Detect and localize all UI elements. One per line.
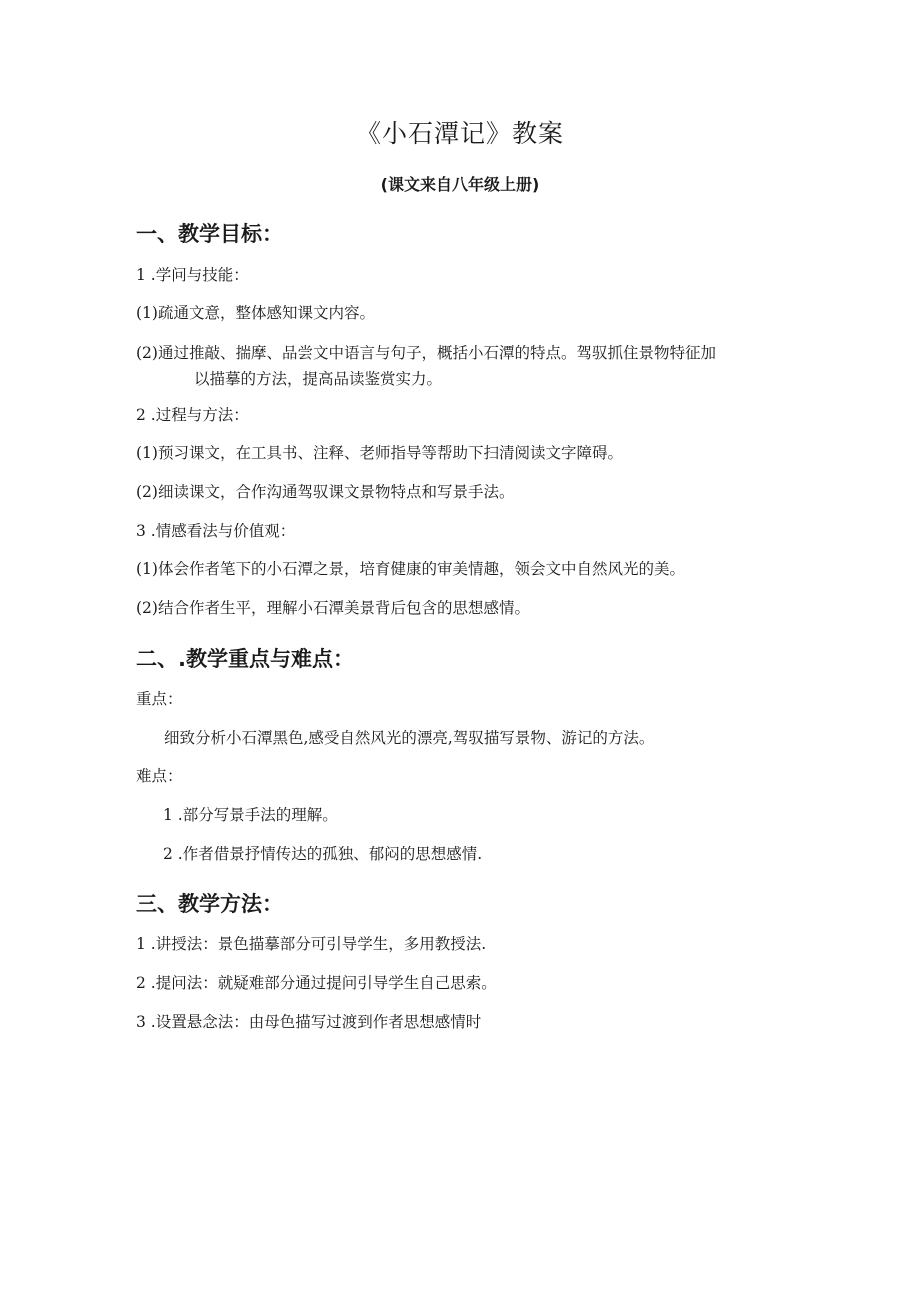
section-heading-key-points: 二、.教学重点与难点： — [136, 647, 354, 671]
section-heading-teaching-goals: 一、教学目标： — [136, 222, 283, 246]
goal-item-process-method: 2 .过程与方法： — [136, 406, 249, 424]
goal-subitem: (2)结合作者生平，理解小石潭美景背后包含的思想感情。 — [136, 599, 530, 617]
method-item: 3 .设置悬念法：由母色描写过渡到作者思想感情时 — [136, 1013, 482, 1031]
difficulty-label: 难点： — [136, 767, 183, 785]
key-point-label: 重点： — [136, 690, 183, 708]
goal-subitem: (1)预习课文，在工具书、注释、老师指导等帮助下扫清阅读文字障碍。 — [136, 444, 623, 462]
difficulty-item: 1 .部分写景手法的理解。 — [163, 806, 338, 824]
goal-subitem: (2)细读课文，合作沟通驾驭课文景物特点和写景手法。 — [136, 483, 515, 501]
document-title: 《小石潭记》教案 — [355, 119, 564, 148]
difficulty-item: 2 .作者借景抒情传达的孤独、郁闷的思想感情. — [163, 845, 483, 863]
method-item: 1 .讲授法：景色描摹部分可引导学生，多用教授法. — [136, 935, 487, 953]
document-subtitle: (课文来自八年级上册) — [380, 175, 540, 194]
goal-subitem-line2: 以描摹的方法，提高品读鉴赏实力。 — [194, 370, 443, 388]
method-item: 2 .提问法：就疑难部分通过提问引导学生自己思索。 — [136, 974, 497, 992]
goal-subitem: (1)疏通文意，整体感知课文内容。 — [136, 304, 375, 322]
goal-subitem-line1: (2)通过推敲、揣摩、品尝文中语言与句子，概括小石潭的特点。驾驭抓住景物特征加 — [136, 344, 716, 362]
section-heading-teaching-methods: 三、教学方法： — [136, 892, 283, 916]
key-point-text: 细致分析小石潭黑色,感受自然风光的漂亮,驾驭描写景物、游记的方法。 — [164, 729, 655, 747]
goal-item-knowledge-skills: 1 .学问与技能： — [136, 266, 249, 284]
goal-subitem: (1)体会作者笔下的小石潭之景，培育健康的审美情趣，领会文中自然风光的美。 — [136, 560, 685, 578]
goal-item-emotion-values: 3 .情感看法与价值观： — [136, 522, 296, 540]
goal-subitem-wrapped — [136, 340, 796, 392]
